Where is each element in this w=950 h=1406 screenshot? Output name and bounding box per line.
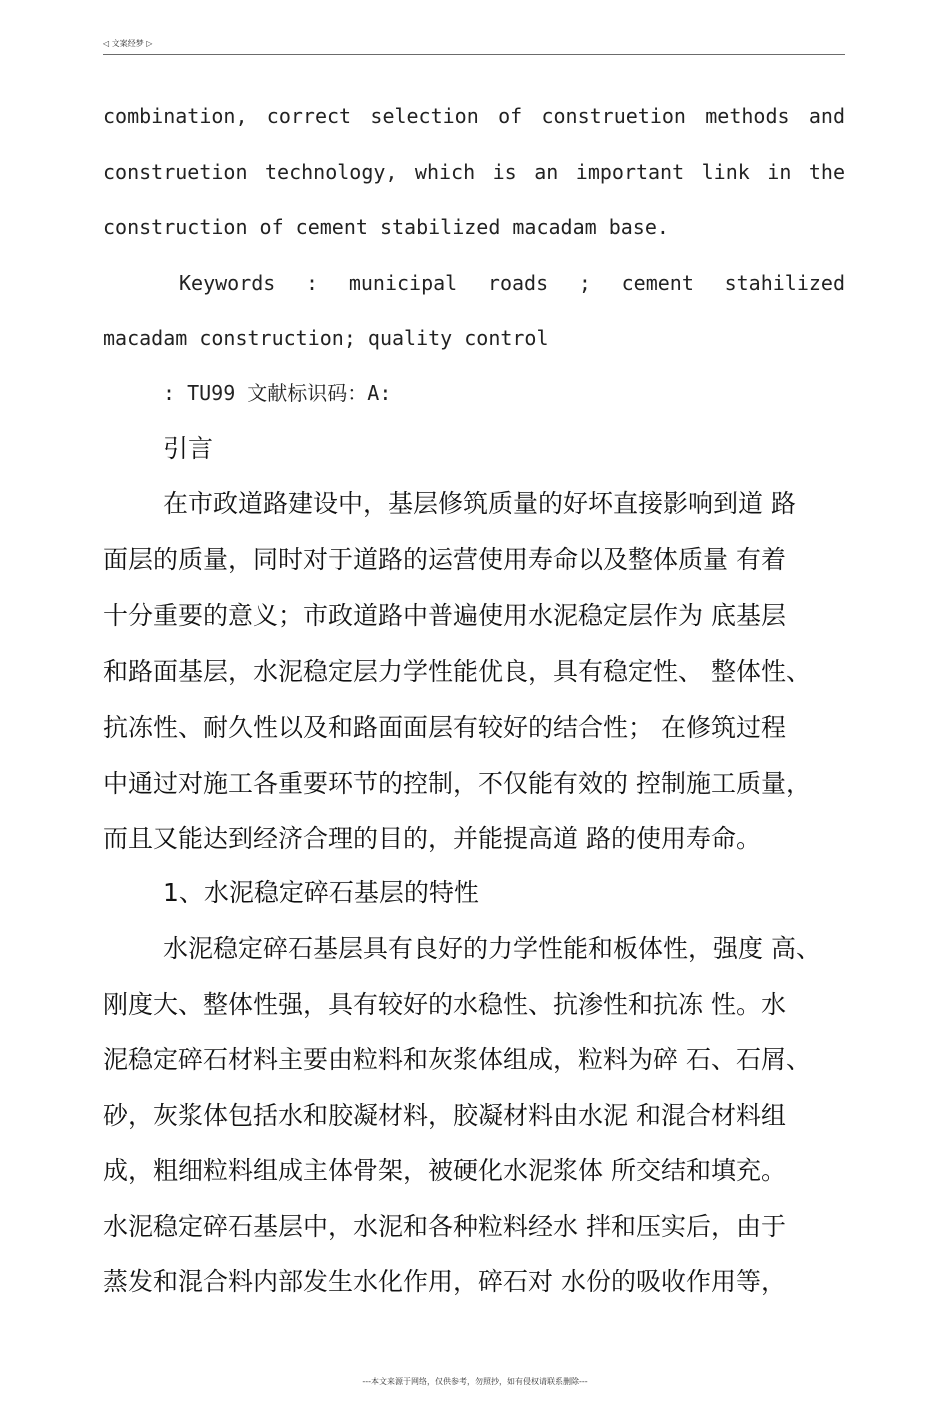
paragraph-line: 十分重要的意义；市政道路中普遍使用水泥稳定层作为 底基层 [103, 601, 786, 630]
paragraph-line: 泥稳定碎石材料主要由粒料和灰浆体组成，粒料为碎 石、石屑、 [103, 1045, 811, 1074]
page-header [103, 38, 845, 55]
paragraph-line: 水泥稳定碎石基层中，水泥和各种粒料经水 拌和压实后，由于 [103, 1212, 786, 1241]
paragraph-line: 刚度大、整体性强，具有较好的水稳性、抗渗性和抗冻 性。水 [103, 990, 786, 1019]
section-heading: 引言 [163, 434, 214, 463]
keywords-line: macadam construction; quality control [103, 326, 549, 350]
section-heading: 1、水泥稳定碎石基层的特性 [163, 878, 479, 907]
paragraph-line: 在市政道路建设中，基层修筑质量的好坏直接影响到道 路 [163, 489, 796, 518]
paragraph-line: 中通过对施工各重要环节的控制，不仅能有效的 控制施工质量， [103, 769, 811, 798]
abstract-line: construetion technology, which is an important link in the [103, 160, 845, 184]
paragraph-line: 和路面基层，水泥稳定层力学性能优良，具有稳定性、 整体性、 [103, 657, 811, 686]
paragraph-line: 蒸发和混合料内部发生水化作用，碎石对 水份的吸收作用等， [103, 1267, 786, 1296]
classification-line: : TU99 文献标识码：A: [163, 381, 392, 405]
paragraph-line: 而且又能达到经济合理的目的，并能提高道 路的使用寿命。 [103, 824, 761, 853]
paragraph-line: 水泥稳定碎石基层具有良好的力学性能和板体性，强度 高、 [163, 934, 821, 963]
abstract-line: combination, correct selection of construetion methods and [103, 104, 845, 128]
paragraph-line: 面层的质量，同时对于道路的运营使用寿命以及整体质量 有着 [103, 545, 786, 574]
paragraph-line: 砂，灰浆体包括水和胶凝材料，胶凝材料由水泥 和混合材料组 [103, 1101, 786, 1130]
paragraph-line: 成，粗细粒料组成主体骨架，被硬化水泥浆体 所交结和填充。 [103, 1156, 786, 1185]
keywords-line: Keywords : municipal roads ; cement stahilized [179, 271, 845, 295]
header-brand: ◁ 文案经梦 ▷ [103, 39, 153, 48]
page-footer: ---本文来源于网络，仅供参考，勿照抄，如有侵权请联系删除--- [362, 1377, 588, 1386]
abstract-line: construction of cement stabilized macadam base. [103, 215, 669, 239]
paragraph-line: 抗冻性、耐久性以及和路面面层有较好的结合性； 在修筑过程 [103, 713, 786, 742]
